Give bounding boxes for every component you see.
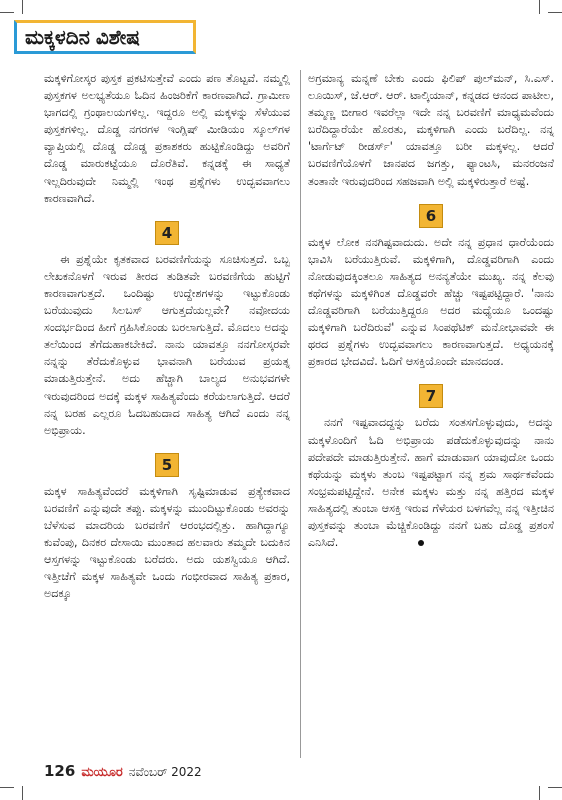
question-number-6: 6 [419, 204, 443, 228]
issue-date: ನವೆಂಬರ್ 2022 [128, 765, 202, 779]
crop-mark [539, 786, 540, 800]
right-column [308, 70, 554, 551]
end-of-article-bullet [418, 540, 424, 546]
crop-mark [22, 0, 23, 14]
crop-mark [22, 786, 23, 800]
answer-7-paragraph [308, 414, 554, 551]
continued-paragraph-right: ಅಗ್ರಮಾನ್ಯ ಮನ್ನಣೆ ಬೇಕು ಎಂದು ಫಿಲಿಪ್ ಪುಲ್‌ಮನ್, ಸಿ.ಎಸ್. ಲೂಯಿಸ್, ಜೆ.ಆರ್. ಆರ್. ಟಾಲ್ಕಿಯಾನ್, ಕನ್ನಡದ ಆನಂದ ಪಾಟೀಲ, ತಮ್ಮಣ್ಣ ಬೀಗಾರ ಇವರೆಲ್ಲಾ ಇದೇ ನನ್ನ ಬರವಣಿಗೆ ಮಾಧ್ಯಮವೆಂದು ಬರೆದಿದ್ದಾರೆಯೇ ಹೊರತು, ಮಕ್ಕಳಿಗಾಗಿ ಎಂದು ಬರೆದಿಲ್ಲ. ನನ್ನ 'ಟಾರ್ಗೆಟ್ ರೀಡರ್ಸ್' ಯಾವತ್ತೂ ಬರೀ ಮಕ್ಕಳಲ್ಲ. ಆದರೆ ಬರವಣಿಗೆಯೊಳಗೆ ಜಾನಪದ ಜಗತ್ತು, ಫ್ಯಾಂಟಸಿ, ಮನರಂಜನೆ ತಂತಾನೇ ಇರುವುದರಿಂದ ಸಹಜವಾಗಿ ಅಲ್ಲಿ ಮಕ್ಕಳಿರುತ್ತಾರೆ ಅಷ್ಟೆ. [308, 72, 554, 188]
question-number-5: 5 [155, 453, 179, 477]
page-number: 126 [44, 762, 76, 780]
section-header [14, 20, 196, 54]
answer-4-paragraph: ಈ ಪ್ರಶ್ನೆಯೇ ಕೃತಕವಾದ ಬರವಣಿಗೆಯನ್ನು ಸೂಚಿಸುತ್ತದೆ. ಒಬ್ಬ ಲೇಖಕನೊಳಗೆ ಇರುವ ತೀರದ ತುಡಿತವೇ ಬರವಣಿಗೆಯ ಹುಟ್ಟಿಗೆ ಕಾರಣವಾಗುತ್ತದೆ. ಒಂದಿಷ್ಟು ಉದ್ದೇಶಗಳನ್ನು ಇಟ್ಟುಕೊಂಡು ಬರೆಯುವುದು ಸಿಲಬಸ್ ಆಗುತ್ತದೆಯಲ್ಲವೇ? ನವೋದಯ ಸಂದರ್ಭದಿಂದ ಹೀಗೆ ಗ್ರಹಿಸಿಕೊಂಡು ಬರಲಾಗುತ್ತಿದೆ. ಮೊದಲು ಅದನ್ನು ತಲೆಯಿಂದ ತೆಗೆದುಹಾಕಬೇಕಿದೆ. ನಾನು ಯಾವತ್ತೂ ನನಗೋಸ್ಕರವೇ ನನ್ನನ್ನು ತೆರೆದುಕೊಳ್ಳುವ ಭಾವನಾಗಿ ಬರೆಯುವ ಪ್ರಯತ್ನ ಮಾಡುತ್ತಿರುತ್ತೇನೆ. ಅದು ಹೆಚ್ಚಾಗಿ ಬಾಲ್ಯದ ಅನುಭವಗಳೇ ಇರುವುದರಿಂದ ಅದಕ್ಕೆ ಮಕ್ಕಳ ಸಾಹಿತ್ಯವೆಂದು ಕರೆಯಲಾಗುತ್ತಿದೆ. ಆದರೆ ನನ್ನ ಬರಹ ಎಲ್ಲರೂ ಓದಬಹುದಾದ ಸಾಹಿತ್ಯ ಆಗಿದೆ ಎಂದು ನನ್ನ ಅಭಿಪ್ರಾಯ. [44, 252, 290, 437]
continued-paragraph: ಮಕ್ಕಳಿಗೋಸ್ಕರ ಪುಸ್ತಕ ಪ್ರಕಟಿಸುತ್ತೇವೆ ಎಂದು ಪಣ ತೊಟ್ಟವೆ. ನಮ್ಮಲ್ಲಿ ಪುಸ್ತಕಗಳ ಅಲಭ್ಯತೆಯೂ ಓದಿನ ಹಿಂಜರಿಕೆಗೆ ಕಾರಣವಾಗಿದೆ. ಗ್ರಾಮೀಣ ಭಾಗದಲ್ಲಿ ಗ್ರಂಥಾಲಯಗಳಿಲ್ಲ. ಇದ್ದರೂ ಅಲ್ಲಿ ಮಕ್ಕಳನ್ನು ಸೆಳೆಯುವ ಪುಸ್ತಕಗಳಿಲ್ಲ. ದೊಡ್ಡ ನಗರಗಳ ಇಂಗ್ಲಿಷ್ ಮೀಡಿಯಂ ಸ್ಕೂಲ್‌ಗಳ ವ್ಯಾಪ್ತಿಯಲ್ಲಿ ದೊಡ್ಡ ದೊಡ್ಡ ಪ್ರಕಾಶಕರು ಹುಟ್ಟಿಕೊಂಡಿದ್ದು ಅವರಿಗೆ ದೊಡ್ಡ ಮಾರುಕಟ್ಟೆಯೂ ದೊರೆತಿವೆ. ಕನ್ನಡಕ್ಕೆ ಈ ಸಾಧ್ಯತೆ ಇಲ್ಲದಿರುವುದೇ ನಿಮ್ಮಲ್ಲಿ ಇಂಥ ಪ್ರಶ್ನೆಗಳು ಉದ್ಭವವಾಗಲು ಕಾರಣವಾಗಿದೆ. [44, 72, 290, 205]
answer-6-paragraph: ಮಕ್ಕಳ ಲೋಕ ನನಗಿಷ್ಟವಾದುದು. ಅದೇ ನನ್ನ ಪ್ರಧಾನ ಧಾರೆಯೆಂದು ಭಾವಿಸಿ ಬರೆಯುತ್ತಿರುವೆ. ಮಕ್ಕಳಿಗಾಗಿ, ದೊಡ್ಡವರಿಗಾಗಿ ಎಂದು ನೋಡುವುದಕ್ಕಿಂತಲೂ ಸಾಹಿತ್ಯದ ಅನನ್ಯತೆಯೇ ಮುಖ್ಯ. ನನ್ನ ಕೆಲವು ಕಥೆಗಳನ್ನು ಮಕ್ಕಳಿಗಿಂತ ದೊಡ್ಡವರೇ ಹೆಚ್ಚು ಇಷ್ಟಪಟ್ಟಿದ್ದಾರೆ. 'ನಾನು ದೊಡ್ಡವರಿಗಾಗಿ ಬರೆಯುತ್ತಿದ್ದರೂ ಅದರ ಮಧ್ಯೆಯೂ ಒಂದಷ್ಟು ಮಕ್ಕಳಿಗಾಗಿ ಬರೆದಿರುವೆ' ಎನ್ನುವ ಸಿಂಪಥೆಟಿಕ್ ಮನೋಭಾವವೇ ಈ ಥರದ ಪ್ರಶ್ನೆಗಳು ಉದ್ಭವವಾಗಲು ಕಾರಣವಾಗುತ್ತದೆ. ಅಧ್ಯಯನಕ್ಕೆ ಪ್ರಕಾರದ ಭೇದವಿದೆ. ಓದಿಗೆ ಆಸಕ್ತಿಯೊಂದೇ ಮಾನದಂಡ. [308, 235, 554, 369]
section-title-part1: ಮಕ್ಕಳದಿನ [25, 25, 90, 49]
crop-mark [0, 787, 14, 788]
left-column [44, 70, 290, 602]
crop-mark [548, 787, 562, 788]
answer-5-paragraph: ಮಕ್ಕಳ ಸಾಹಿತ್ಯವೆಂದರೆ ಮಕ್ಕಳಿಗಾಗಿ ಸೃಷ್ಟಿಮಾಡುವ ಪ್ರತ್ಯೇಕವಾದ ಬರವಣಿಗೆ ಎನ್ನುವುದೇ ತಪ್ಪು. ಮಕ್ಕಳನ್ನು ಮುಂದಿಟ್ಟುಕೊಂಡು ಅವರನ್ನು ಬೆಳೆಸುವ ಮಾದರಿಯ ಬರವಣಿಗೆ ಆರಂಭದಲ್ಲಿತ್ತು. ಹಾಗಿದ್ದಾಗ್ಯೂ ಕುವೆಂಪು, ದಿನಕರ ದೇಸಾಯಿ ಮುಂತಾದ ಹಲವಾರು ತಮ್ಮದೇ ಬದುಕಿನ ಆಸ್ತಗಳನ್ನು ಇಟ್ಟುಕೊಂಡು ಬರೆದರು. ಅದು ಯಶಸ್ವಿಯೂ ಆಗಿದೆ. ಇತ್ತೀಚೆಗೆ ಮಕ್ಕಳ ಸಾಹಿತ್ಯವೇ ಒಂದು ಗಂಭೀರವಾದ ಸಾಹಿತ್ಯ ಪ್ರಕಾರ, ಅದಕ್ಕೂ [44, 484, 290, 601]
crop-mark [0, 12, 14, 13]
answer-7-text: ನನಗೆ ಇಷ್ಟವಾದದ್ದನ್ನು ಬರೆದು ಸಂತಸಗೊಳ್ಳುವುದು, ಅದನ್ನು ಮಕ್ಕಳೊಂದಿಗೆ ಓದಿ ಅಭಿಪ್ರಾಯ ಪಡೆದುಕೊಳ್ಳುವುದನ್ನು ನಾನು ಪದೇಪದೇ ಮಾಡುತ್ತಿರುತ್ತೇನೆ. ಹಾಗೆ ಮಾಡುವಾಗ ಯಾವುದೋ ಒಂದು ಕಥೆಯನ್ನು ಮಕ್ಕಳು ತುಂಬ ಇಷ್ಟಪಟ್ಟಾಗ ನನ್ನ ಶ್ರಮ ಸಾರ್ಥಕವೆಂದು ಸಂಭ್ರಮಪಟ್ಟಿದ್ದೇನೆ. ಅನೇಕ ಮಕ್ಕಳು ಮತ್ತು ನನ್ನ ಹತ್ತಿರದ ಮಕ್ಕಳ ಸಾಹಿತ್ಯದಲ್ಲಿ ತುಂಬಾ ಆಸಕ್ತಿ ಇರುವ ಗೆಳೆಯರ ಬಳಗವೆಲ್ಲ ನನ್ನ ಇತ್ತೀಚಿನ ಪುಸ್ತಕವನ್ನು ತುಂಬಾ ಮೆಚ್ಚಿಕೊಂಡಿದ್ದು ನನಗೆ ಬಹು ದೊಡ್ಡ ಪ್ರಶಂಸೆ ಎನಿಸಿದೆ. [308, 416, 554, 550]
section-title-part2: ವಿಶೇಷ [95, 25, 140, 49]
magazine-name: ಮಯೂರ [81, 765, 123, 780]
page-footer [44, 762, 202, 784]
column-divider [300, 70, 301, 758]
crop-mark [548, 12, 562, 13]
question-number-4: 4 [155, 221, 179, 245]
crop-mark [539, 0, 540, 14]
question-number-7: 7 [419, 384, 443, 408]
